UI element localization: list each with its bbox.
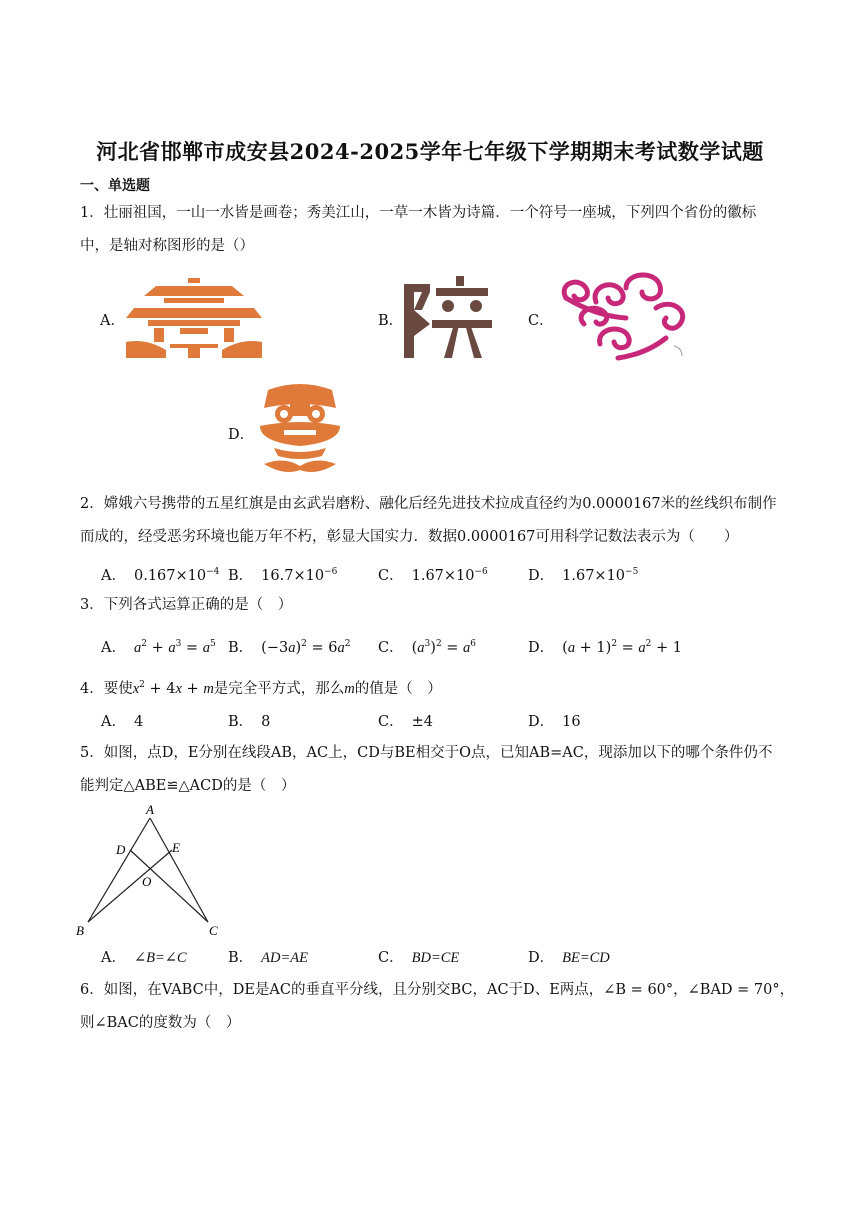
q2-option-d[interactable]: D． $1.67\times 10^{-5}$ (528, 567, 639, 584)
q4-option-c[interactable]: C． ±4 (378, 714, 433, 730)
section-heading: 一、单选题 (80, 178, 150, 194)
q1-option-d-label: D． (228, 427, 255, 443)
q4-option-d[interactable]: D． 16 (528, 714, 581, 730)
q2-option-b[interactable]: B． $16.7\times 10^{-6}$ (228, 567, 338, 584)
triangle-figure (72, 800, 232, 940)
question-2-text: 2．嫦娥六号携带的五星红旗是由玄武岩磨粉、融化后经先进技术拉成直径约为0.0000167米的丝线织布制作而成的，经受恶劣环境也能万年不朽，彰显大国实力．数据0.0000167可用科学记数法表示为（ ） (80, 496, 777, 545)
q3-option-d[interactable]: D． $(a + 1)^2 = a^2 + 1$ (528, 639, 682, 656)
q4-option-a[interactable]: A． 4 (101, 714, 144, 730)
q2-option-a[interactable]: A． $0.167\times 10^{-4}$ (101, 567, 220, 584)
q1-option-c-label: C． (528, 313, 554, 329)
q5-option-d[interactable]: D． BE=CD (528, 950, 610, 966)
q5-option-b[interactable]: B． AD=AE (228, 950, 308, 966)
q4-option-b[interactable]: B． 8 (228, 714, 271, 730)
question-2-options (80, 564, 800, 588)
q3-option-a[interactable]: A． $a^2 + a^3 = a^5$ (101, 639, 216, 656)
question-4-text: 4．要使$x^2 + 4x + m$是完全平方式，那么m的值是（ ） (80, 680, 442, 697)
lion-logo-icon (254, 382, 346, 476)
label-a: A (146, 802, 154, 817)
question-3-options (80, 636, 800, 660)
label-o: O (142, 874, 152, 889)
q5-option-c[interactable]: C． BD=CE (378, 950, 460, 966)
question-5-options (80, 946, 800, 970)
q3-option-b[interactable]: B． $(-3a)^2 = 6a^2$ (228, 639, 351, 656)
q3-option-c[interactable]: C． $(a^3)^2 = a^6$ (378, 639, 477, 656)
pavilion-logo-icon (126, 278, 262, 360)
question-5-text: 5．如图，点D，E分别在线段AB，AC上，CD与BE相交于O点，已知AB=AC，现添加以下的哪个条件仍不能判定△ABE≌△ACD的是（ ） (80, 745, 773, 794)
question-6-text: 6．如图，在VABC中，DE是AC的垂直平分线，且分别交BC，AC于D、E两点，∠B = 60°，∠BAD = 70°， 则∠BAC的度数为（ ） (80, 982, 795, 1031)
q1-option-b-label: B． (378, 313, 404, 329)
question-1-text: 1．壮丽祖国，一山一水皆是画卷；秀美江山，一草一木皆为诗篇．一个符号一座城，下列四个省份的徽标中，是轴对称图形的是（） (80, 205, 757, 254)
question-3-text: 3．下列各式运算正确的是（ ） (80, 597, 293, 613)
q5-option-a[interactable]: A． ∠B=∠C (101, 950, 187, 966)
q1-option-a-label: A． (100, 313, 125, 329)
question-4-options (80, 710, 800, 734)
page-title: 河北省邯郸市成安县2024-2025学年七年级下学期期末考试数学试题 (96, 139, 764, 164)
label-e: E (172, 840, 180, 855)
q2-option-c[interactable]: C． $1.67\times 10^{-6}$ (378, 567, 488, 584)
label-b: B (76, 923, 84, 938)
cloud-logo-icon (556, 268, 692, 362)
label-d: D (116, 842, 126, 857)
shaanxi-logo-icon (402, 276, 494, 358)
label-c: C (209, 923, 218, 938)
